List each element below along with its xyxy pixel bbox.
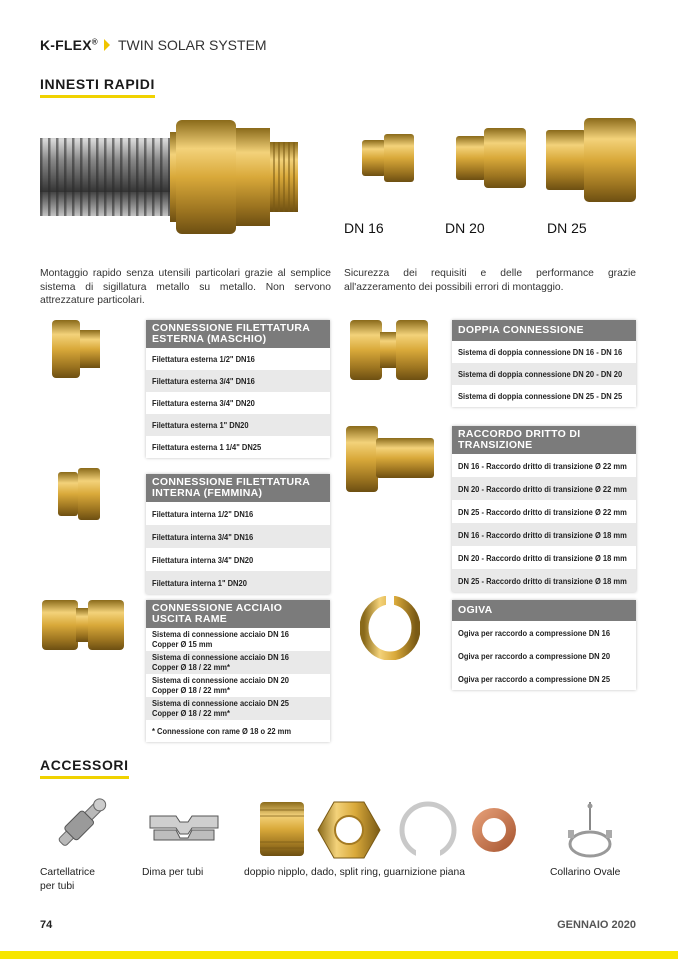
table-row: Sistema di doppia connessione DN 16 - DN 16 bbox=[458, 347, 623, 357]
dn20-label: DN 20 bbox=[445, 220, 485, 236]
table-row: Filettatura esterna 3/4" DN16 bbox=[146, 370, 330, 392]
intro-right-text: Sicurezza dei requisiti e delle performance grazie all'azzeramento dei possibili errori di montaggio. bbox=[344, 268, 636, 293]
table-header: DOPPIA CONNESSIONE bbox=[452, 320, 636, 341]
ogiva-ring-image bbox=[360, 596, 420, 660]
table-row: DN 16 - Raccordo dritto di transizione Ø 22 mm bbox=[458, 460, 627, 471]
brand-name: K-FLEX bbox=[40, 37, 92, 53]
table-row: Filettatura interna 1" DN20 bbox=[146, 571, 330, 594]
table-row: DN 16 - Raccordo dritto di transizione Ø 18 mm bbox=[452, 523, 636, 546]
section-title-quick-connectors: INNESTI RAPIDI bbox=[40, 76, 155, 98]
table-header: CONNESSIONE FILETTATURA ESTERNA (MASCHIO) bbox=[146, 320, 330, 348]
triangle-arrow-icon bbox=[104, 39, 110, 51]
table-double-connection bbox=[452, 320, 636, 407]
fitting-dn25-image bbox=[542, 114, 642, 206]
table-row: Sistema di doppia connessione DN 25 - DN 25 bbox=[458, 391, 623, 401]
table-row: Ogiva per raccordo a compressione DN 25 bbox=[458, 673, 611, 684]
male-thread-fitting-image bbox=[50, 316, 104, 382]
dn25-label: DN 25 bbox=[547, 220, 587, 236]
table-row: Sistema di connessione acciaio DN 16 Copper Ø 15 mm bbox=[152, 629, 289, 649]
pipe-template-image bbox=[146, 808, 222, 848]
caption-accessories-set: doppio nipplo, dado, split ring, guarnizione piana bbox=[244, 867, 465, 878]
table-row: Sistema di connessione acciaio DN 25 Copper Ø 18 / 22 mm* bbox=[146, 697, 330, 720]
brand-logo bbox=[40, 37, 98, 53]
female-thread-fitting-image bbox=[56, 466, 102, 522]
table-header: CONNESSIONE FILETTATURA INTERNA (FEMMINA) bbox=[146, 474, 330, 502]
straight-transition-image bbox=[344, 424, 436, 494]
steel-copper-fitting-image bbox=[40, 596, 126, 654]
table-row: DN 25 - Raccordo dritto di transizione Ø 22 mm bbox=[458, 506, 627, 517]
table-steel-copper bbox=[146, 600, 330, 742]
double-connection-image bbox=[348, 316, 430, 384]
fitting-dn16-image bbox=[358, 130, 420, 186]
section-title-accessories: ACCESSORI bbox=[40, 757, 129, 779]
table-row: Filettatura esterna 1" DN20 bbox=[146, 414, 330, 436]
pipe-fitting-image bbox=[40, 112, 336, 244]
table-header: OGIVA bbox=[452, 600, 636, 621]
table-row: Sistema di connessione acciaio DN 20 Copper Ø 18 / 22 mm* bbox=[152, 675, 289, 695]
oval-collar-image bbox=[562, 800, 618, 862]
flaring-tool-image bbox=[44, 788, 120, 860]
table-row: DN 20 - Raccordo dritto di transizione Ø 18 mm bbox=[458, 552, 627, 563]
table-external-thread bbox=[146, 320, 330, 458]
caption-flaring-tool: Cartellatrice per tubi bbox=[40, 867, 95, 892]
accessories-set-image bbox=[258, 800, 520, 860]
table-row: Filettatura esterna 1 1/4" DN25 bbox=[152, 442, 262, 452]
table-row: DN 20 - Raccordo dritto di transizione Ø 22 mm bbox=[452, 477, 636, 500]
fitting-dn20-image bbox=[452, 124, 532, 192]
table-row: Filettatura interna 3/4" DN16 bbox=[146, 525, 330, 548]
issue-date: GENNAIO 2020 bbox=[557, 919, 636, 931]
table-row: Filettatura interna 3/4" DN20 bbox=[152, 554, 254, 565]
table-row: Ogiva per raccordo a compressione DN 20 bbox=[458, 650, 611, 661]
table-header: CONNESSIONE ACCIAIO USCITA RAME bbox=[146, 600, 330, 628]
table-row: Ogiva per raccordo a compressione DN 16 bbox=[458, 627, 611, 638]
caption-pipe-template: Dima per tubi bbox=[142, 867, 204, 878]
table-straight-transition bbox=[452, 426, 636, 592]
page-number: 74 bbox=[40, 919, 53, 931]
table-footnote: * Connessione con rame Ø 18 o 22 mm bbox=[152, 726, 292, 736]
table-row: DN 25 - Raccordo dritto di transizione Ø 18 mm bbox=[452, 569, 636, 592]
intro-left-text: Montaggio rapido senza utensili particolari grazie al semplice sistema di sigillatura metallo su metallo. Non servono attrezzature particolari. bbox=[40, 268, 331, 306]
table-row: Sistema di doppia connessione DN 20 - DN 20 bbox=[452, 363, 636, 385]
table-row: Sistema di connessione acciaio DN 16 Copper Ø 18 / 22 mm* bbox=[146, 651, 330, 674]
table-ogiva bbox=[452, 600, 636, 690]
header-subtitle: TWIN SOLAR SYSTEM bbox=[118, 37, 267, 53]
table-internal-thread bbox=[146, 474, 330, 594]
caption-oval-collar: Collarino Ovale bbox=[550, 867, 621, 878]
table-row: Filettatura esterna 1/2" DN16 bbox=[152, 354, 255, 364]
brand-mark: ® bbox=[91, 37, 98, 47]
footer-yellow-bar bbox=[0, 951, 678, 959]
table-header: RACCORDO DRITTO DI TRANSIZIONE bbox=[452, 426, 636, 454]
dn16-label: DN 16 bbox=[344, 220, 384, 236]
table-row: Filettatura esterna 3/4" DN20 bbox=[152, 398, 255, 408]
table-row: Filettatura interna 1/2" DN16 bbox=[152, 508, 254, 519]
